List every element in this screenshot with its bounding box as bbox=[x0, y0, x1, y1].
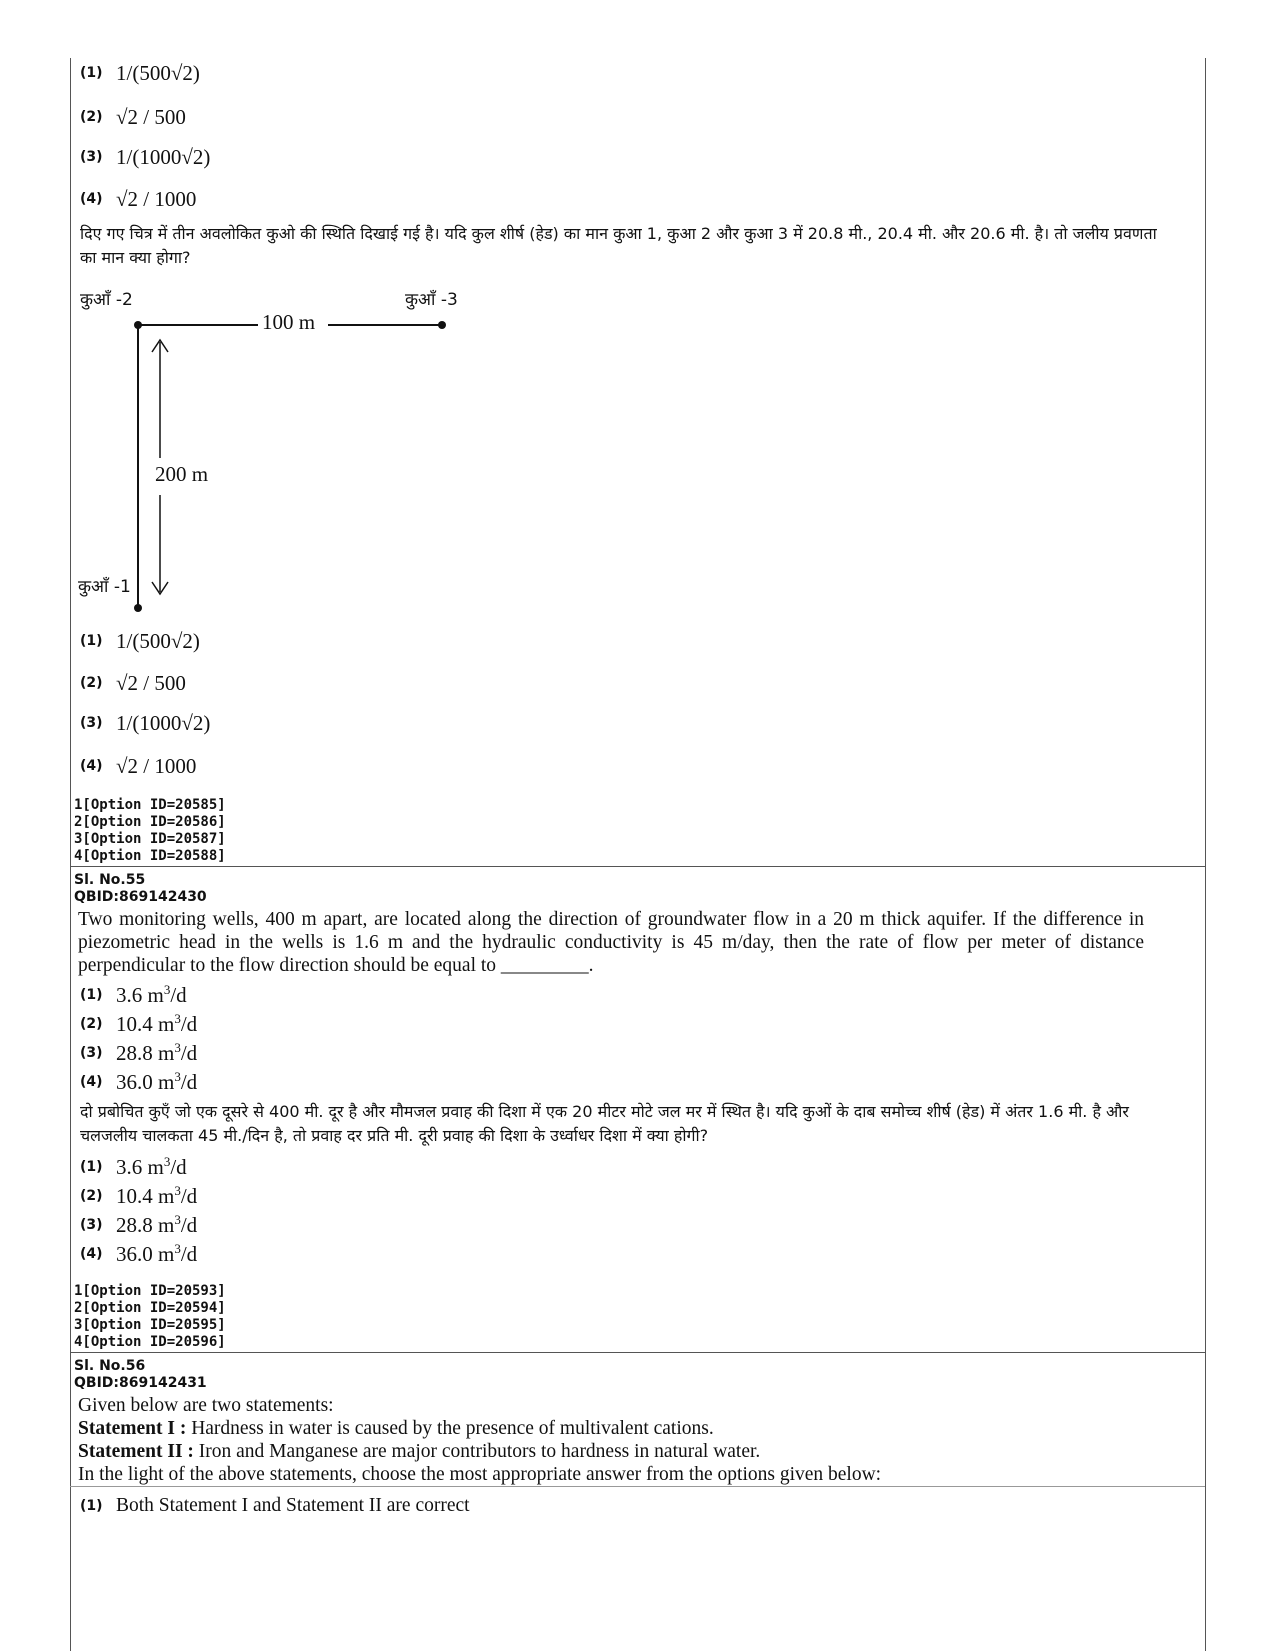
q54-option-bottom-3[interactable] bbox=[80, 706, 210, 740]
option-value: 3.6 $m^3/d$ bbox=[116, 1154, 187, 1179]
q54-option-bottom-2[interactable] bbox=[80, 666, 186, 700]
q56-sl-no: Sl. No.56 bbox=[74, 1358, 146, 1374]
q55-sl-no: Sl. No.55 bbox=[74, 872, 146, 888]
option-value: 36.0 $m^3/d$ bbox=[116, 1069, 198, 1094]
option-value: 28.8 $m^3/d$ bbox=[116, 1212, 198, 1237]
well-3-dot bbox=[438, 321, 446, 329]
q54-option-bottom-1[interactable] bbox=[80, 624, 200, 658]
option-value: 1/(500√2) bbox=[116, 60, 200, 85]
divider bbox=[70, 1352, 1205, 1353]
option-id-2: 2[Option ID=20594] bbox=[74, 1300, 226, 1316]
well-3-label: कुआँ -3 bbox=[405, 290, 458, 310]
option-value: √2 / 500 bbox=[116, 104, 186, 129]
q54-hindi-question: दिए गए चित्र में तीन अवलोकित कुओ की स्थिति दिखाई गई है। यदि कुल शीर्ष (हेड) का मान कुआ 1, कुआ 2 और कुआ 3 में 20.8 मी., 20.4 मी. और 20.6 मी. है। तो जलीय प्रवणता का मान क्या होगा? bbox=[80, 224, 1157, 267]
q54-option-top-4[interactable] bbox=[80, 182, 196, 216]
q55-header bbox=[74, 872, 207, 906]
option-number: (4) bbox=[80, 758, 103, 774]
option-id-4: 4[Option ID=20588] bbox=[74, 848, 226, 864]
q55-option-en-4[interactable] bbox=[80, 1065, 197, 1099]
q54-option-top-1[interactable] bbox=[80, 56, 200, 90]
option-number: (2) bbox=[80, 1016, 103, 1032]
q55-qbid: QBID:869142430 bbox=[74, 889, 207, 905]
well-1-label: कुआँ -1 bbox=[78, 577, 131, 597]
option-value: 10.4 $m^3/d$ bbox=[116, 1011, 198, 1036]
option-number: (3) bbox=[80, 1045, 103, 1061]
q55-english-question: Two monitoring wells, 400 m apart, are located along the direction of groundwater flow in a 20 m thick aquifer. If the difference in piezometric head in the wells is 1.6 m and the hydraulic conductivity is 45 m/day, then the rate of flow per meter of distance perpendicular to the flow direction should be equal to _________. bbox=[78, 909, 1144, 976]
option-number: (4) bbox=[80, 1246, 103, 1262]
option-value: 1/(1000√2) bbox=[116, 144, 211, 169]
option-value: √2 / 1000 bbox=[116, 753, 197, 778]
well-1-dot bbox=[134, 604, 142, 612]
option-number: (4) bbox=[80, 191, 103, 207]
option-number: (3) bbox=[80, 149, 103, 165]
q54-option-top-2[interactable] bbox=[80, 100, 186, 134]
option-value: Both Statement I and Statement II are correct bbox=[116, 1495, 470, 1516]
q55-hindi-question: दो प्रबोचित कुएँ जो एक दूसरे से 400 मी. दूर है और मौमजल प्रवाह की दिशा में एक 20 मीटर मोटे जल मर में स्थित है। यदि कुओं के दाब समोच्च शीर्ष (हेड) में अंतर 1.6 मी. है और चलजलीय चालकता 45 मी./दिन है, तो प्रवाह दर प्रति मी. दूरी प्रवाह की दिशा के उर्ध्वाधर दिशा में क्या होगी? bbox=[80, 1102, 1129, 1145]
option-number: (2) bbox=[80, 109, 103, 125]
q54-option-top-3[interactable] bbox=[80, 140, 210, 174]
q56-option-1[interactable] bbox=[80, 1489, 470, 1523]
q55-option-ids bbox=[74, 1283, 226, 1351]
option-id-3: 3[Option ID=20587] bbox=[74, 831, 226, 847]
option-id-2: 2[Option ID=20586] bbox=[74, 814, 226, 830]
option-id-1: 1[Option ID=20585] bbox=[74, 797, 226, 813]
vertical-distance-label: 200 m bbox=[155, 462, 209, 486]
option-number: (1) bbox=[80, 1159, 103, 1175]
option-value: 28.8 $m^3/d$ bbox=[116, 1040, 198, 1065]
option-value: √2 / 1000 bbox=[116, 186, 197, 211]
option-value: 3.6 $m^3/d$ bbox=[116, 982, 187, 1007]
option-value: 36.0 $m^3/d$ bbox=[116, 1241, 198, 1266]
divider bbox=[70, 866, 1205, 867]
divider bbox=[70, 1486, 1205, 1487]
option-number: (2) bbox=[80, 675, 103, 691]
option-value: 1/(1000√2) bbox=[116, 710, 211, 735]
q55-option-hi-4[interactable] bbox=[80, 1237, 197, 1271]
option-id-1: 1[Option ID=20593] bbox=[74, 1283, 226, 1299]
option-number: (1) bbox=[80, 65, 103, 81]
q54-option-ids bbox=[74, 797, 226, 865]
q56-header bbox=[74, 1358, 207, 1392]
option-number: (1) bbox=[80, 633, 103, 649]
option-id-3: 3[Option ID=20595] bbox=[74, 1317, 226, 1333]
well-2-label: कुआँ -2 bbox=[80, 290, 133, 310]
option-number: (4) bbox=[80, 1074, 103, 1090]
option-number: (1) bbox=[80, 1498, 103, 1514]
q56-intro: Given below are two statements: bbox=[78, 1395, 334, 1416]
q56-statement-1: Statement I : Hardness in water is caused by the presence of multivalent cations. bbox=[78, 1418, 714, 1439]
q54-option-bottom-4[interactable] bbox=[80, 749, 196, 783]
option-number: (1) bbox=[80, 987, 103, 1003]
q56-question bbox=[78, 1394, 1144, 1486]
option-id-4: 4[Option ID=20596] bbox=[74, 1334, 226, 1350]
option-value: 1/(500√2) bbox=[116, 628, 200, 653]
q56-statement-2: Statement II : Iron and Manganese are major contributors to hardness in natural water. bbox=[78, 1441, 761, 1462]
option-number: (3) bbox=[80, 1217, 103, 1233]
option-value: √2 / 500 bbox=[116, 670, 186, 695]
option-value: 10.4 $m^3/d$ bbox=[116, 1183, 198, 1208]
horizontal-distance-label: 100 m bbox=[262, 310, 316, 334]
q56-qbid: QBID:869142431 bbox=[74, 1375, 207, 1391]
option-number: (2) bbox=[80, 1188, 103, 1204]
q56-instruction: In the light of the above statements, choose the most appropriate answer from the options given below: bbox=[78, 1464, 882, 1485]
option-number: (3) bbox=[80, 715, 103, 731]
